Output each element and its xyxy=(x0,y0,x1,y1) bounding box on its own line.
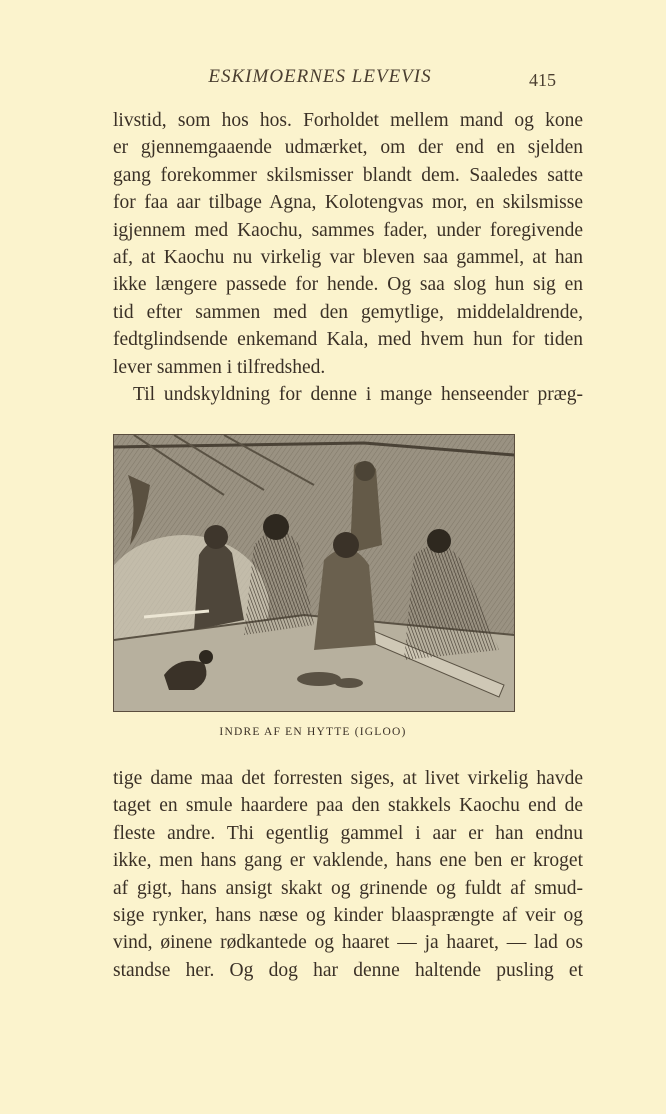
text-line: for faa aar tilbage Agna, Kolotengvas mor, en skilsmisse xyxy=(113,192,583,214)
text-line: tid efter sammen med den gemytlige, middelaldrende, xyxy=(113,301,583,323)
text-line: standse her. Og dog har denne haltende pusling et xyxy=(113,959,583,981)
text-line: af, at Kaochu nu virkelig var bleven saa gammel, at han xyxy=(113,247,583,269)
text-line: lever sammen i tilfredshed. xyxy=(113,356,326,378)
text-line: igjennem med Kaochu, sammes fader, under foregivende xyxy=(113,219,583,241)
page-number: 415 xyxy=(529,70,556,90)
text-line: fleste andre. Thi egentlig gammel i aar er han endnu xyxy=(113,822,583,844)
text-line: vind, øinene rødkantede og haaret — ja haaret, — lad os xyxy=(113,932,583,954)
running-title: ESKIMOERNES LEVEVIS xyxy=(208,66,432,87)
text-line: fedtglindsende enkemand Kala, med hvem hun for tiden xyxy=(113,329,583,351)
text-line: gang forekommer skilsmisser blandt dem. Saaledes satte xyxy=(113,164,583,186)
paragraph-bottom xyxy=(113,765,583,984)
figure-caption: INDRE AF EN HYTTE (IGLOO) xyxy=(219,726,407,738)
paragraph-top xyxy=(113,107,583,408)
text-line: er gjennemgaaende udmærket, om der end en sjelden xyxy=(113,137,583,159)
text-line: livstid, som hos hos. Forholdet mellem mand og kone xyxy=(113,110,583,131)
text-line: sige rynker, hans næse og kinder blaasprængte af veir og xyxy=(113,905,583,927)
text-line: Til undskyldning for denne i mange henseender præg- xyxy=(133,384,583,406)
text-line: ikke, men hans gang er vaklende, hans ene ben er kroget xyxy=(113,850,583,872)
text-line: af gigt, hans ansigt skakt og grinende og fuldt af smud- xyxy=(113,877,583,899)
text-line: taget en smule haardere paa den stakkels Kaochu end de xyxy=(113,795,583,817)
igloo-illustration xyxy=(113,434,515,712)
text-line: ikke længere passede for hende. Og saa slog hun sig en xyxy=(113,274,583,296)
text-line: tige dame maa det forresten siges, at livet virkelig havde xyxy=(113,768,583,789)
